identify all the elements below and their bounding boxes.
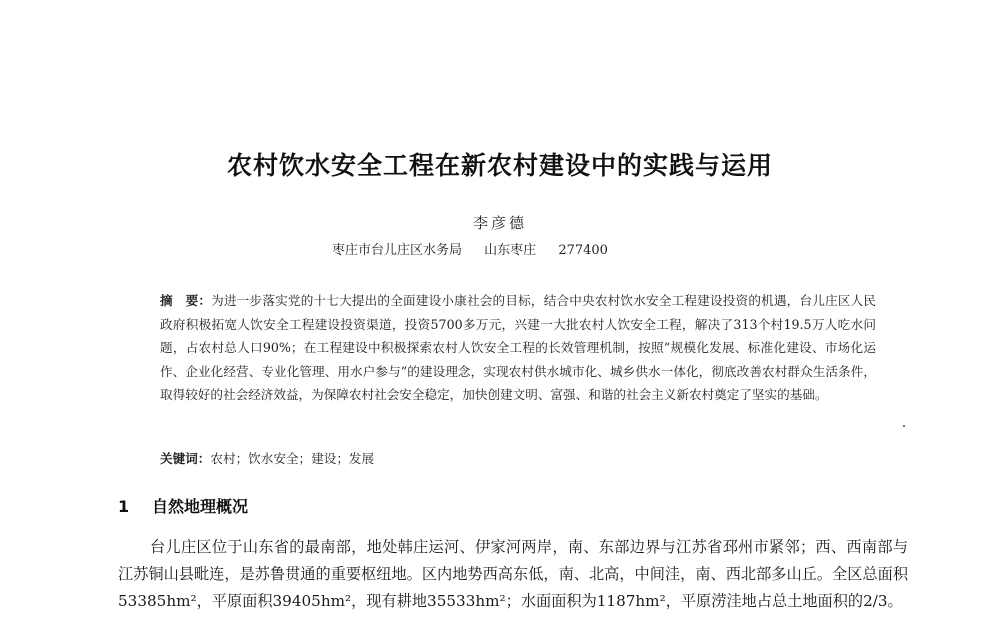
affiliation-location: 山东枣庄 [484, 243, 537, 258]
keywords [160, 448, 374, 467]
section-paragraph: 台儿庄区位于山东省的最南部，地处韩庄运河、伊家河两岸，南、东部边界与江苏省邳州市紧邻；西、西南部与江苏铜山县毗连，是苏鲁贯通的重要枢纽地。区内地势西高东低，南、北高，中间洼，南、西北部多山丘。全区总面积53385hm²，平原面积39405hm²，现有耕地35533hm²；水面面积为1187hm²，平原涝洼地占总土地面积的2/3。 [118, 538, 908, 611]
author-name: 李彦德 [472, 214, 527, 232]
keywords-label: 关键词： [160, 451, 211, 466]
abstract [160, 289, 876, 407]
affiliation-postcode: 277400 [558, 243, 608, 258]
section-number: 1 [118, 497, 130, 516]
section-heading [118, 494, 248, 517]
affiliation-org: 枣庄市台儿庄区水务局 [332, 243, 463, 258]
paper-title: 农村饮水安全工程在新农村建设中的实践与运用 [226, 151, 773, 180]
abstract-label: 摘 要： [160, 293, 212, 308]
scan-speck [903, 425, 905, 427]
keywords-text: 农村；饮水安全；建设；发展 [210, 451, 375, 466]
author-affiliation [332, 239, 608, 258]
abstract-text: 为进一步落实党的十七大提出的全面建设小康社会的目标，结合中央农村饮水安全工程建设投资的机遇，台儿庄区人民政府积极拓宽人饮安全工程建设投资渠道，投资5700多万元，兴建一大批农村人饮安全工程，解决了313个村19.5万人吃水问题，占农村总人口90%；在工程建设中积极探索农村人饮安全工程的长效管理机制，按照“规模化发展、标准化建设、市场化运作、企业化经营、专业化管理、用水户参与”的建设理念，实现农村供水城市化、城乡供水一体化，彻底改善农村群众生活条件，取得较好的社会经济效益，为保障农村社会安全稳定，加快创建文明、富强、和谐的社会主义新农村奠定了坚实的基础。 [160, 293, 877, 403]
section-title: 自然地理概况 [152, 497, 249, 516]
